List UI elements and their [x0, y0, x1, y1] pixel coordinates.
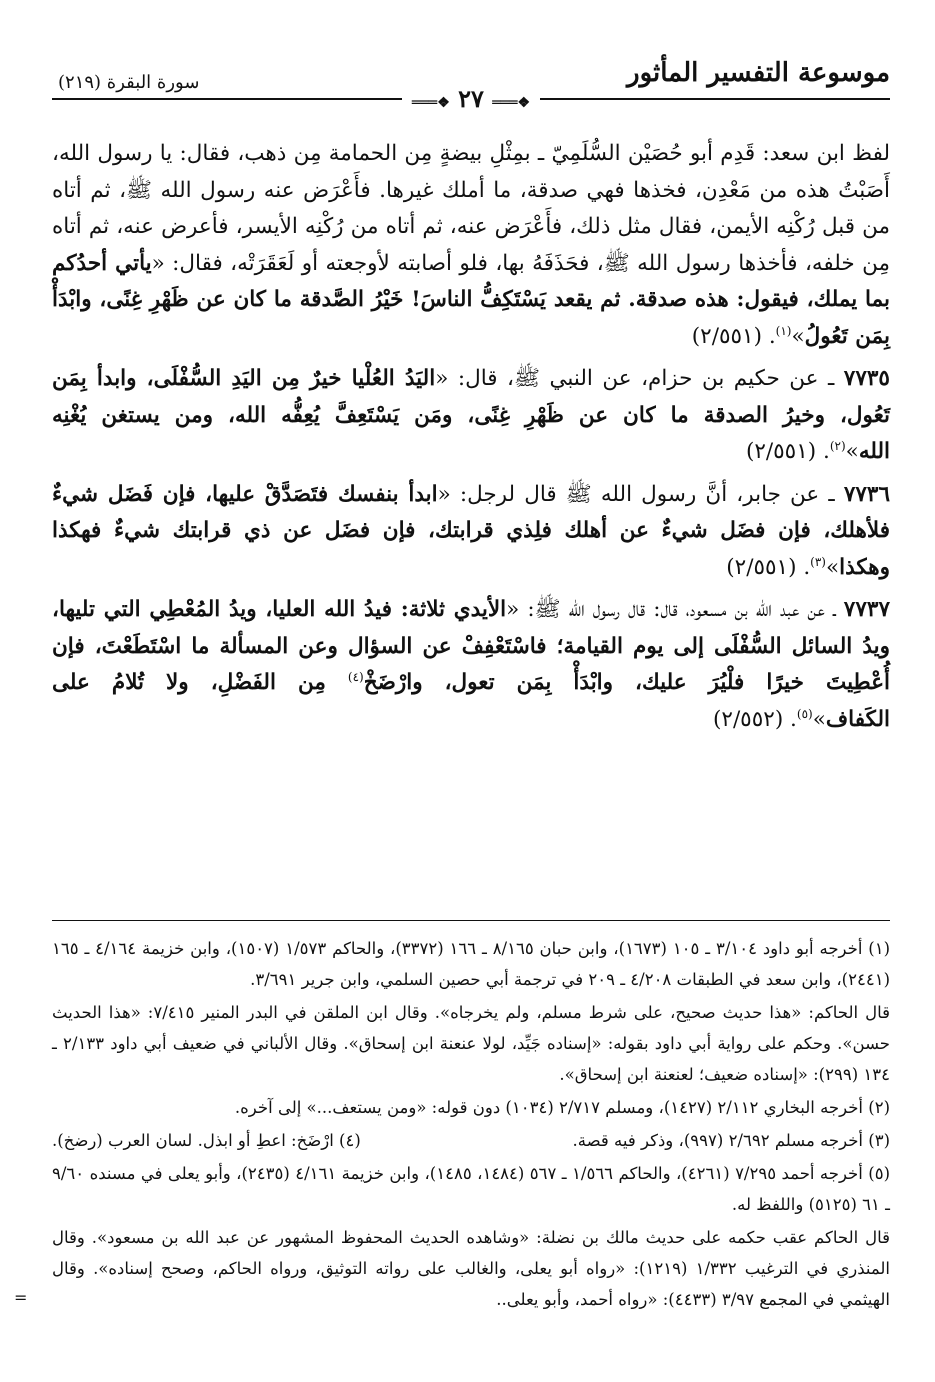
- footnote: (٤) ارْضَخ: اعطِ أو ابذل. لسان العرب (رضخ).: [52, 1131, 361, 1150]
- book-title: موسوعة التفسير المأثور: [627, 58, 890, 88]
- entry-number: ٧٧٣٧: [843, 597, 890, 622]
- hadith-entry: [52, 592, 890, 738]
- footnote-separator: [52, 920, 890, 921]
- narration-text: »: [812, 706, 826, 732]
- hadith-continuation: [52, 136, 890, 355]
- hadith-text: مِن الفَضْلِ، ولا تُلامُ على الكَفاف: [52, 670, 890, 732]
- narration-text: »: [791, 323, 805, 349]
- narration-text: ـ عن عبد الله بن مسعود، قال: قال رسول الله ﷺ: «: [506, 597, 844, 622]
- footnote: (٥) أخرجه أحمد ٧/٢٩٥ (٤٢٦١)، والحاكم ١/٥٦٦ ـ ٥٦٧ (١٤٨٤، ١٤٨٥)، وابن خزيمة ٤/١٦١ (٢٤٣٥)، وأبو يعلى في مسنده ٩/٦٠ ـ ٦١ (٥١٢٥) واللفظ له.: [52, 1164, 890, 1214]
- narration-text: ـ عن جابر، أنَّ رسول الله ﷺ قال لرجل: «: [437, 481, 844, 507]
- narration-text: »: [825, 554, 840, 580]
- entry-number: ٧٧٣٦: [843, 481, 891, 507]
- footnote-marker[interactable]: (١): [775, 323, 792, 338]
- footnotes: [14, 933, 891, 1317]
- hadith-entry: [52, 477, 890, 587]
- hadith-entry: [52, 361, 890, 471]
- page-number: ٢٧: [458, 84, 484, 113]
- main-text: [52, 136, 890, 744]
- footnote-row: [52, 1125, 890, 1156]
- narration-text: لفظ ابن سعد: قَدِم أبو حُصَيْن السُّلَمِيّ ـ بمِثْلِ بيضةٍ مِن الحمامة مِن ذهب، فقال: يا رسول الله، أَصَبْتُ هذه من مَعْدِن، فخذها فهي صدقة، ما أملك غيرها. فأَعْرَض عنه رسول الله ﷺ، ثم أتاه من قبل رُكْنِه الأيمن، فقال مثل ذلك، فأَعْرَض عنه، ثم أتاه من رُكْنِه الأيسر، فأعرض عنه، ثم أتاه مِن خلفه، فأخذها رسول الله ﷺ، فحَذَفَهُ بها، فلو أصابته لأوجعته أو لَعَقَرَتْه، فقال: «: [52, 141, 890, 276]
- entry-number: ٧٧٣٥: [843, 366, 890, 391]
- page: [14, 40, 891, 1360]
- footnote: (٢) أخرجه البخاري ٢/١١٢ (١٤٢٧)، ومسلم ٢/٧١٧ (١٠٣٤) دون قوله: «ومن يستعف...» إلى آخره.: [234, 1098, 890, 1117]
- ornament-left: ❖═══: [411, 95, 450, 111]
- hadith-text: اليَدُ العُلْيا خيرٌ مِن اليَدِ السُّفْلَى، وابدأ بِمَن تَعُول، وخيرُ الصدقة ما كان عن ظَهْرِ غِنًى، ومَن يَسْتَعِفَّ يُعِفُّه الله، ومن يستغن يُغْنِه الله: [52, 366, 890, 464]
- footnote: (١) أخرجه أبو داود ٣/١٠٤ ـ ١٠٥ (١٦٧٣)، وابن حبان ٨/١٦٥ ـ ١٦٦ (٣٣٧٢)، والحاكم ١/٥٧٣ (١٥٠٧)، وابن خزيمة ٤/١٦٤ ـ ١٦٥ (٢٤٤١)، وابن سعد في الطبقات ٤/٢٠٨ ـ ٢٠٩ في ترجمة أبي حصين السلمي، وابن جرير ٣/٦٩١.: [52, 939, 891, 989]
- narration-text: »: [845, 439, 859, 464]
- footnote: (٣) أخرجه مسلم ٢/٦٩٢ (٩٩٧)، وذكر فيه قصة.: [572, 1131, 890, 1150]
- footnote-marker[interactable]: (٣): [810, 554, 826, 569]
- volume-page-reference: . (٢/٥٥١): [745, 439, 830, 464]
- volume-page-reference: . (٢/٥٥٢): [713, 706, 797, 732]
- footnote-text: قال الحاكم عقب حكمه على حديث مالك بن نضلة: «وشاهده الحديث المحفوظ المشهور عن عبد الله بن مسعود». وقال المنذري في الترغيب ١/٣٣٢ (١٢١٩): «رواه أبو يعلى، والغالب على رواته التوثيق، ورواه الحاكم، وصحح إسناده». وقال الهيثمي في المجمع ٣/٩٧ (٤٤٣٣): «رواه أحمد، وأبو يعلى..: [52, 1228, 890, 1309]
- volume-page-reference: . (٢/٥٥١): [726, 554, 811, 580]
- footnote: قال الحاكم: «هذا حديث صحيح، على شرط مسلم، ولم يخرجاه». وقال ابن الملقن في البدر المنير ٧/٤١٥: «هذا الحديث حسن». وحكم على رواية أبي داود بقوله: «إسناده جَيِّد، لولا عنعنة ابن إسحاق». وقال الألباني في ضعيف أبي داود ٢/١٣٣ ـ ١٣٤ (٢٩٩): «إسناده ضعيف؛ لعنعنة ابن إسحاق».: [52, 1003, 890, 1084]
- page-number-box: [402, 84, 540, 113]
- footnote-marker[interactable]: (٢): [829, 438, 846, 453]
- footnote: [14, 1222, 890, 1315]
- ornament-right: ❖═══: [492, 95, 531, 111]
- surah-label: سورة البقرة (٢١٩): [58, 72, 200, 93]
- hadith-text: ابدأ بنفسك فتَصَدَّقْ عليها، فإن فَضَل شيءٌ فلأهلك، فإن فضَل شيءٌ عن أهلك فلِذي قرابتك، فإن فضَل عن ذي قرابتك شيءٌ فهكذا وهكذا: [52, 481, 890, 580]
- narration-text: ـ عن حكيم بن حزام، عن النبي ﷺ، قال: «: [435, 366, 844, 391]
- volume-page-reference: . (٢/٥٥١): [691, 323, 776, 349]
- hadith-text: الأيدي ثلاثة: فيدُ الله العليا، ويدُ المُعْطِي التي تليها، ويدُ السائل السُّفْلَى إلى يوم القيامة؛ فاسْتَعْفِفْ عن السؤال وعن المسألة ما اسْتَطَعْتَ، فإن أُعْطِيتَ خيرًا فلْيُرَ عليك، وابْدَأْ بِمَن تعول، وارْضَخْ: [52, 597, 890, 695]
- continuation-mark: =: [14, 1288, 28, 1307]
- footnote-marker[interactable]: (٥): [796, 706, 813, 721]
- hadith-text: يأتي أحدُكم بما يملك، فيقول: هذه صدقة. ثم يقعد يَسْتَكِفُّ الناسَ! خَيْرُ الصَّدقة ما كان عن ظَهْرِ غِنًى، وابْدَأْ بِمَن تَعُولُ: [52, 250, 890, 349]
- footnote-marker[interactable]: (٤): [347, 669, 364, 684]
